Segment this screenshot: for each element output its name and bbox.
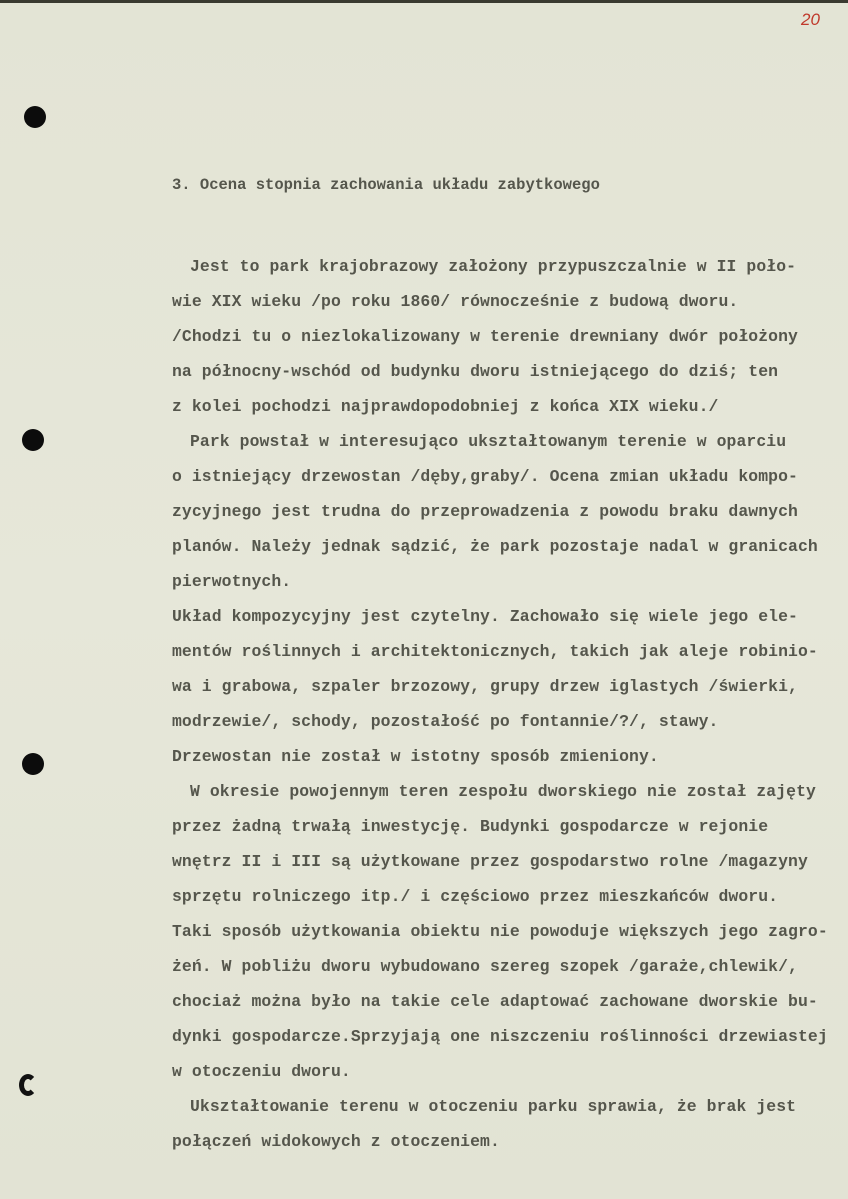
text-line: wa i grabowa, szpaler brzozowy, grupy drzew iglastych /świerki, (172, 677, 798, 696)
text-line: Drzewostan nie został w istotny sposób zmieniony. (172, 747, 659, 766)
text-line: wnętrz II i III są użytkowane przez gospodarstwo rolne /magazyny (172, 852, 808, 871)
punch-hole (22, 429, 44, 451)
text-line: żeń. W pobliżu dworu wybudowano szereg szopek /garaże,chlewik/, (172, 957, 798, 976)
text-line: W okresie powojennym teren zespołu dworskiego nie został zajęty (190, 782, 816, 801)
text-line: sprzętu rolniczego itp./ i częściowo przez mieszkańców dworu. (172, 887, 779, 906)
text-line: na północny-wschód od budynku dworu istniejącego do dziś; ten (172, 362, 779, 381)
punch-hole-partial (19, 1074, 37, 1096)
text-line: Układ kompozycyjny jest czytelny. Zachowało się wiele jego ele- (172, 607, 798, 626)
text-line: w otoczeniu dworu. (172, 1062, 351, 1081)
text-line: z kolei pochodzi najprawdopodobniej z końca XIX wieku./ (172, 397, 719, 416)
text-line: wie XIX wieku /po roku 1860/ równocześnie z budową dworu. (172, 292, 739, 311)
text-line: /Chodzi tu o niezlokalizowany w terenie drewniany dwór położony (172, 327, 798, 346)
text-line: Taki sposób użytkowania obiektu nie powoduje większych jego zagro- (172, 922, 828, 941)
text-line: mentów roślinnych i architektonicznych, takich jak aleje robinio- (172, 642, 818, 661)
text-line: przez żadną trwałą inwestycję. Budynki gospodarcze w rejonie (172, 817, 769, 836)
page-number: 20 (801, 10, 820, 29)
text-line: połączeń widokowych z otoczeniem. (172, 1132, 500, 1151)
punch-hole (24, 106, 46, 128)
scan-top-edge (0, 0, 848, 3)
section-heading: 3. Ocena stopnia zachowania układu zabytkowego (172, 176, 600, 194)
text-line: Ukształtowanie terenu w otoczeniu parku sprawia, że brak jest (190, 1097, 797, 1116)
text-line: chociaż można było na takie cele adaptować zachowane dworskie bu- (172, 992, 818, 1011)
text-line: modrzewie/, schody, pozostałość po fontannie/?/, stawy. (172, 712, 719, 731)
text-line: zycyjnego jest trudna do przeprowadzenia z powodu braku dawnych (172, 502, 798, 521)
text-line: Park powstał w interesująco ukształtowanym terenie w oparciu (190, 432, 787, 451)
text-line: o istniejący drzewostan /dęby,graby/. Ocena zmian układu kompo- (172, 467, 798, 486)
text-line: dynki gospodarcze.Sprzyjają one niszczeniu roślinności drzewiastej (172, 1027, 828, 1046)
text-line: Jest to park krajobrazowy założony przypuszczalnie w II poło- (190, 257, 797, 276)
punch-hole (22, 753, 44, 775)
text-line: pierwotnych. (172, 572, 292, 591)
text-line: planów. Należy jednak sądzić, że park pozostaje nadal w granicach (172, 537, 818, 556)
